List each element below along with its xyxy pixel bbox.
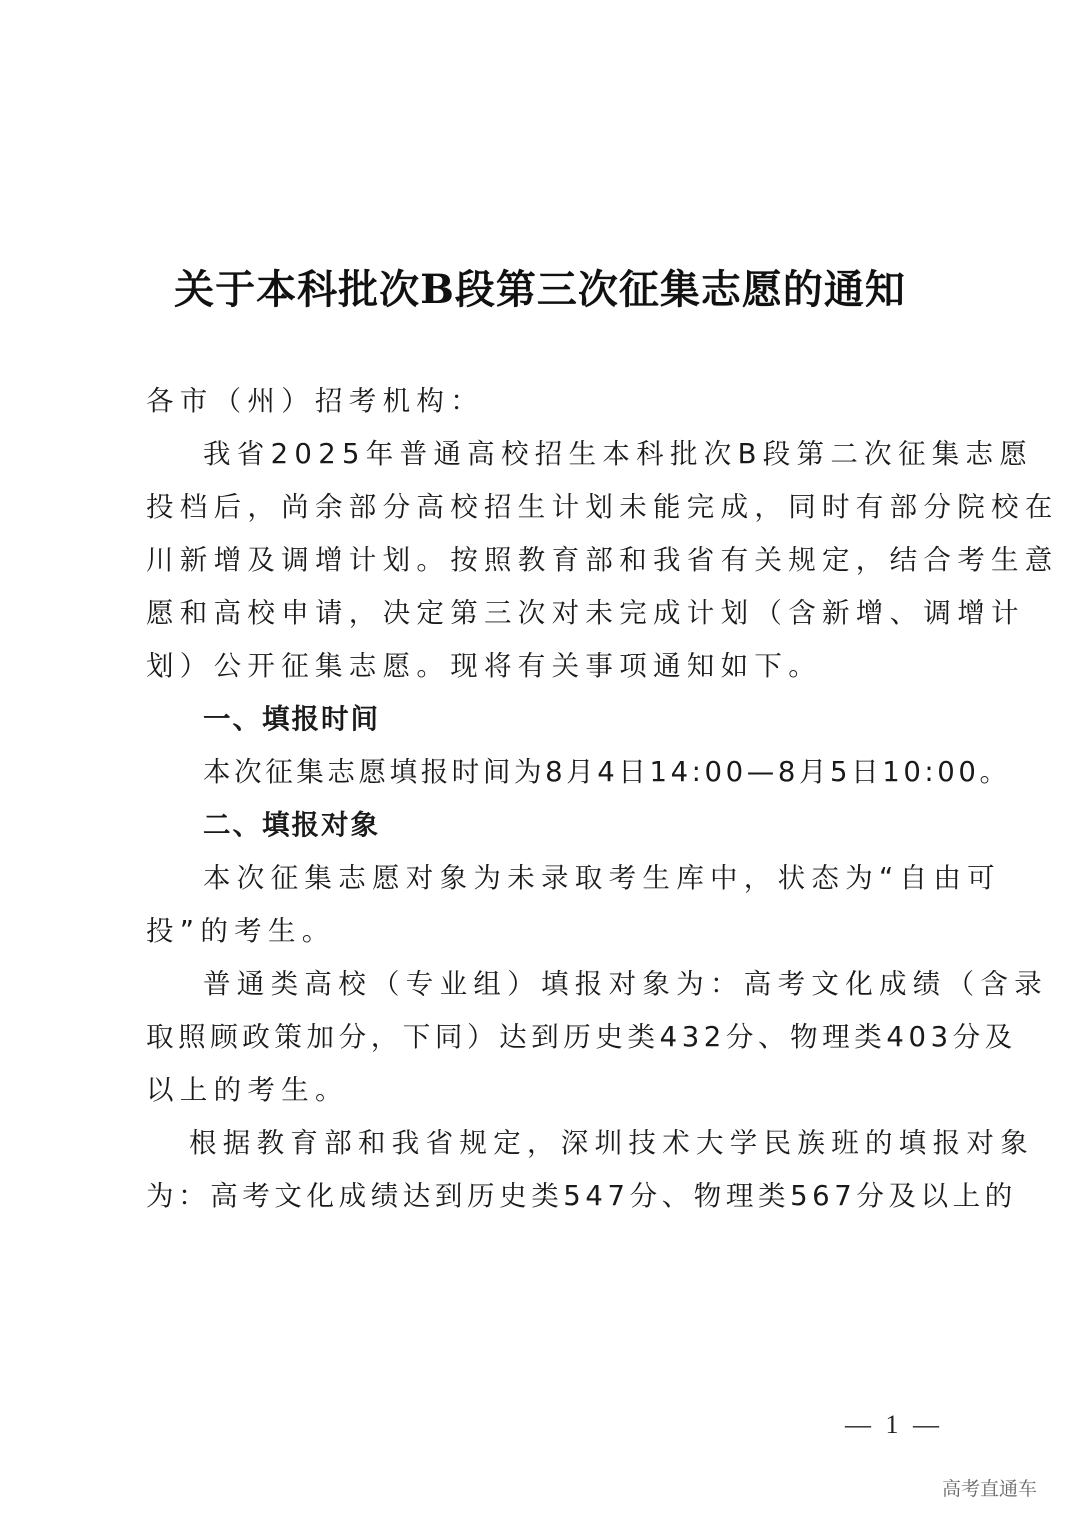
paragraph-line: 川新增及调增计划。按照教育部和我省有关规定，结合考生意 (146, 544, 1059, 576)
paragraph-line: 划）公开征集志愿。现将有关事项通知如下。 (146, 650, 822, 682)
paragraph-line: 愿和高校申请，决定第三次对未完成计划（含新增、调增计 (146, 597, 1025, 629)
section-heading: 一、填报时间 (203, 703, 380, 735)
section-line: 普通类高校（专业组）填报对象为：高考文化成绩（含录 (203, 968, 1048, 1000)
salutation: 各市（州）招考机构： (146, 385, 484, 417)
section-fill-target (146, 799, 1048, 1223)
page-number: — 1 — (845, 1410, 943, 1439)
paragraph-line: 投档后，尚余部分高校招生计划未能完成，同时有部分院校在 (146, 491, 1059, 523)
section-line: 本次征集志愿对象为未录取考生库中，状态为“自由可 (203, 862, 1001, 894)
section-line: 根据教育部和我省规定，深圳技术大学民族班的填报对象 (189, 1127, 1034, 1159)
section-fill-time (146, 693, 1011, 799)
section-line: 取照顾政策加分，下同）达到历史类432分、物理类403分及 (146, 1021, 1017, 1053)
section-heading: 二、填报对象 (203, 809, 380, 841)
paragraph-line: 我省2025年普通高校招生本科批次B段第二次征集志愿 (203, 438, 1034, 470)
document-body (146, 375, 1059, 1223)
section-line: 以上的考生。 (146, 1074, 349, 1106)
section-line: 投”的考生。 (146, 915, 336, 947)
intro-paragraph (146, 428, 1059, 693)
document-title: 关于本科批次B段第三次征集志愿的通知 (174, 266, 906, 313)
watermark: 高考直通车 (942, 1478, 1038, 1500)
section-line: 本次征集志愿填报时间为8月4日14:00—8月5日10:00。 (203, 756, 1011, 788)
section-line: 为：高考文化成绩达到历史类547分、物理类567分及以上的 (146, 1180, 1017, 1212)
